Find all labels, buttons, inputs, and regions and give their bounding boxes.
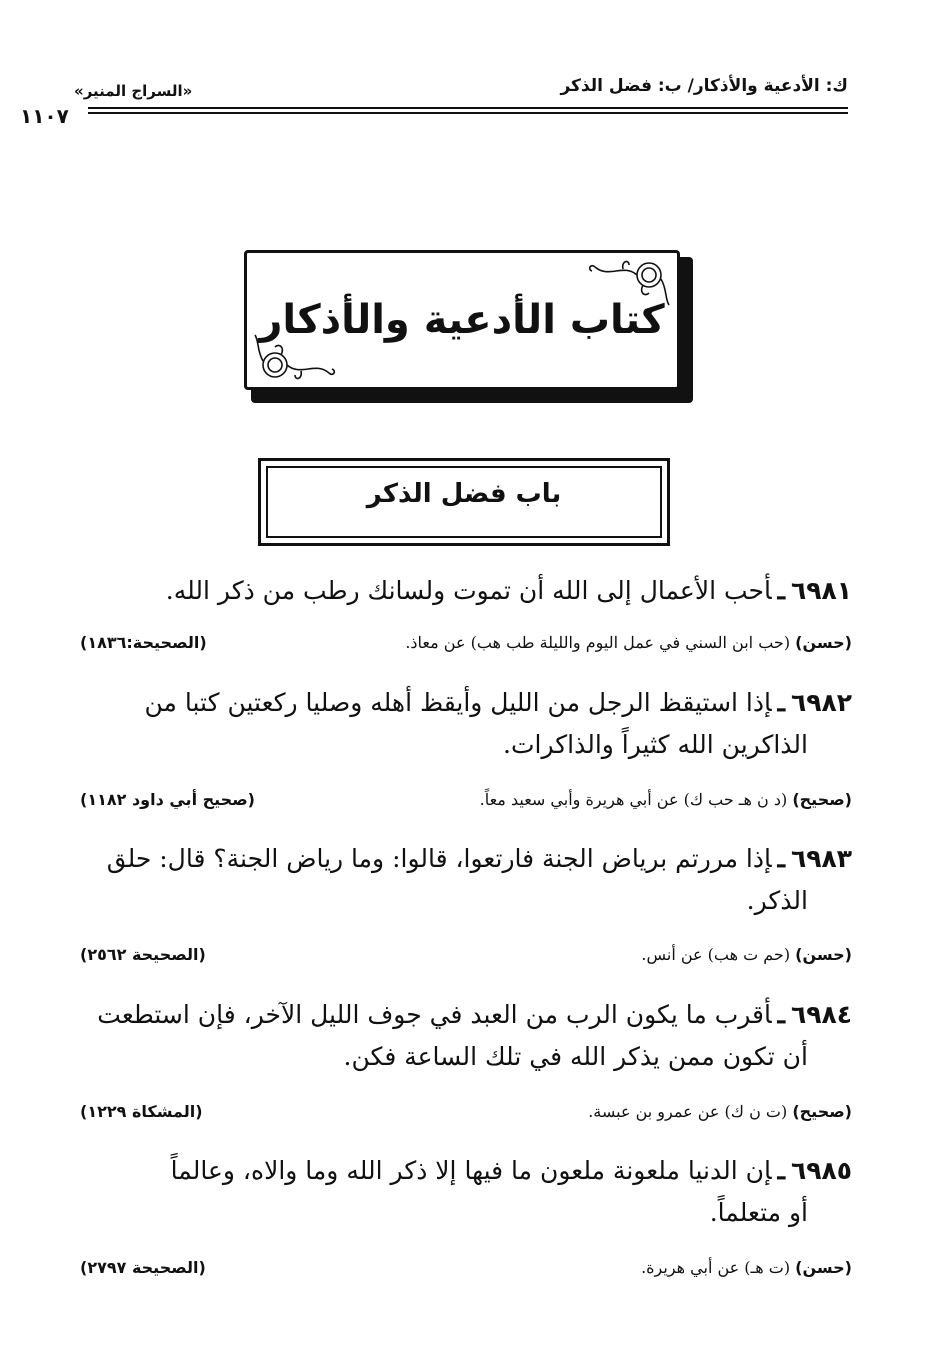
hadith-number: ٦٩٨٢	[790, 688, 852, 717]
grade: (حسن)	[795, 1258, 852, 1277]
hadith-line: إذا مررتم برياض الجنة فارتعوا، قالوا: وما رياض الجنة؟ قال: حلق	[106, 844, 772, 873]
header-rule-top	[88, 107, 848, 109]
source-text: (ت ن ك) عن عمرو بن عبسة.	[588, 1102, 788, 1121]
hadith-text: ٦٩٨٥ـإن الدنيا ملعونة ملعون ما فيها إلا ذكر الله وما والاه، وعالماً	[170, 1156, 852, 1185]
source-text: (د ن هـ حب ك) عن أبي هريرة وأبي سعيد معاً.	[479, 790, 788, 809]
running-header-chapter: ك: الأدعية والأذكار/ ب: فضل الذكر	[560, 76, 848, 96]
grade: (صحيح)	[792, 1102, 852, 1121]
header-rule-bottom	[88, 112, 848, 114]
hadith-line: أقرب ما يكون الرب من العبد في جوف الليل الآخر، فإن استطعت	[97, 1000, 772, 1029]
hadith-text-continued	[80, 880, 852, 922]
hadith-text: ٦٩٨١ـأحب الأعمال إلى الله أن تموت ولسانك رطب من ذكر الله.	[165, 576, 852, 605]
reference: (المشكاة ١٢٢٩)	[80, 1102, 203, 1121]
source-row	[80, 1102, 852, 1128]
grade: (حسن)	[795, 633, 852, 652]
source-text: (حم ت هب) عن أنس.	[641, 945, 791, 964]
source-citation	[588, 1102, 852, 1121]
hadith-text-continued	[80, 724, 852, 766]
running-header-book: «السراج المنير»	[74, 82, 193, 100]
hadith-number: ٦٩٨١	[790, 576, 852, 605]
hadith-line: أن تكون ممن يذكر الله في تلك الساعة فكن.	[343, 1042, 808, 1071]
hadith-text-continued	[80, 1036, 852, 1078]
hadith-line: إذا استيقظ الرجل من الليل وأيقظ أهله وصليا ركعتين كتبا من	[144, 688, 772, 717]
hadith-line: إن الدنيا ملعونة ملعون ما فيها إلا ذكر الله وما والاه، وعالماً	[170, 1156, 772, 1185]
source-row	[80, 1258, 852, 1284]
hadith-entry	[80, 570, 852, 612]
source-row	[80, 945, 852, 971]
hadith-text: ٦٩٨٢ـإذا استيقظ الرجل من الليل وأيقظ أهله وصليا ركعتين كتبا من	[144, 688, 852, 717]
source-citation	[641, 945, 852, 964]
hadith-entry	[80, 1150, 852, 1234]
book-title-frame	[244, 250, 680, 390]
hadith-text: ٦٩٨٤ـأقرب ما يكون الرب من العبد في جوف الليل الآخر، فإن استطعت	[97, 1000, 852, 1029]
chapter-title: باب فضل الذكر	[366, 479, 562, 509]
source-text: (حب ابن السني في عمل اليوم والليلة طب هب) عن معاذ.	[405, 633, 791, 652]
hadith-number: ٦٩٨٤	[790, 1000, 852, 1029]
source-citation	[480, 790, 852, 809]
grade: (صحيح)	[792, 790, 852, 809]
hadith-line: أو متعلماً.	[709, 1198, 808, 1227]
hadith-line: الذكر.	[746, 886, 808, 915]
reference: (الصحيحة:١٨٣٦)	[80, 633, 207, 652]
source-text: (ت هـ) عن أبي هريرة.	[641, 1258, 791, 1277]
chapter-title-frame	[258, 458, 670, 546]
page-number: ١١٠٧	[20, 104, 69, 128]
hadith-line: أحب الأعمال إلى الله أن تموت ولسانك رطب من ذكر الله.	[165, 576, 772, 605]
source-citation	[405, 633, 852, 652]
reference: (الصحيحة ٢٧٩٧)	[80, 1258, 206, 1277]
book-title: كتاب الأدعية والأذكار	[259, 297, 665, 343]
reference: (الصحيحة ٢٥٦٢)	[80, 945, 206, 964]
grade: (حسن)	[795, 945, 852, 964]
hadith-text-continued	[80, 1192, 852, 1234]
hadith-number: ٦٩٨٥	[790, 1156, 852, 1185]
source-row	[80, 633, 852, 659]
source-row	[80, 790, 852, 816]
hadith-entry	[80, 838, 852, 922]
hadith-number: ٦٩٨٣	[790, 844, 852, 873]
hadith-line: الذاكرين الله كثيراً والذاكرات.	[503, 730, 808, 759]
reference: (صحيح أبي داود ١١٨٢)	[80, 790, 255, 809]
hadith-text: ٦٩٨٣ـإذا مررتم برياض الجنة فارتعوا، قالوا: وما رياض الجنة؟ قال: حلق	[106, 844, 852, 873]
hadith-entry	[80, 994, 852, 1078]
source-citation	[641, 1258, 852, 1277]
hadith-entry	[80, 682, 852, 766]
